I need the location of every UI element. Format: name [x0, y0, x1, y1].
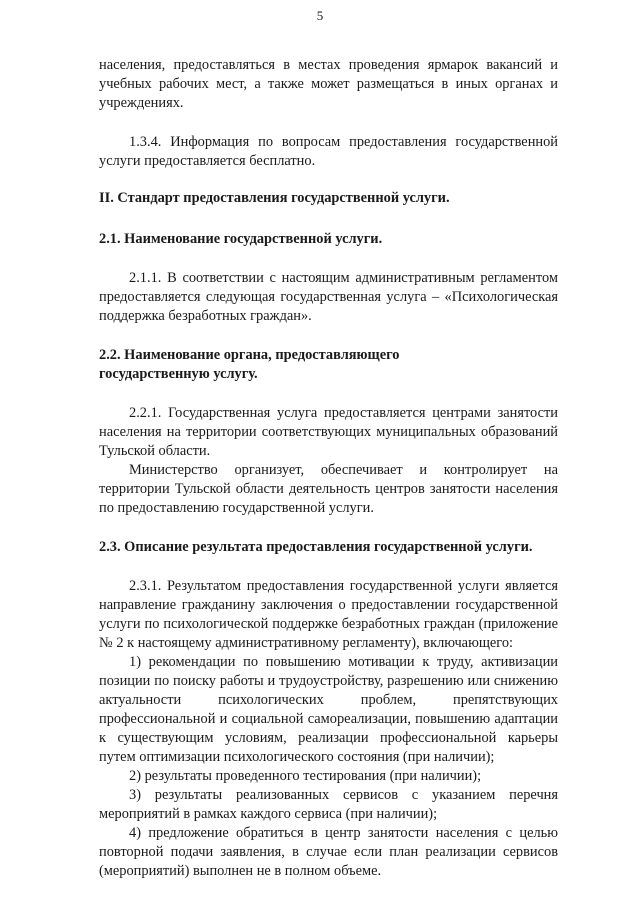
paragraph-ministry: Министерство организует, обеспечивает и контролирует на территории Тульской области деятельность центров занятости населения по предоставлению государственной услуги.: [99, 462, 558, 516]
list-item-2: 2) результаты проведенного тестирования (при наличии);: [129, 768, 482, 784]
list-item-3: 3) результаты реализованных сервисов с указанием перечня мероприятий в рамках каждого сервиса (при наличии);: [99, 787, 558, 822]
list-item-1: 1) рекомендации по повышению мотивации к труду, активизации позиции по поиску работы и трудоустройству, разрешению или снижению актуальности психологических проблем, препятствующих профессиональной и социальной самореализации, повышению адаптации к существующим условиям, реализации профессиональной карьеры путем оптимизации психологического состояния (при наличии);: [99, 654, 558, 765]
heading-2-3: 2.3. Описание результата предоставления государственной услуги.: [99, 539, 533, 555]
heading-2-2-line2: государственную услугу.: [99, 366, 258, 382]
document-body: [99, 56, 558, 881]
list-item-4: 4) предложение обратиться в центр занятости населения с целью повторной подачи заявления, в случае если план реализации сервисов (мероприятий) выполнен не в полном объеме.: [99, 825, 558, 879]
paragraph-intro-continuation: населения, предоставляться в местах проведения ярмарок вакансий и учебных рабочих мест, а также может размещаться в иных органах и учреждениях.: [99, 57, 558, 111]
page-number: 5: [316, 8, 324, 23]
paragraph-2-2-1: 2.2.1. Государственная услуга предоставляется центрами занятости населения на территории соответствующих муниципальных образований Тульской области.: [99, 405, 558, 459]
section-2-heading: II. Стандарт предоставления государственной услуги.: [99, 190, 450, 206]
paragraph-2-3-1: 2.3.1. Результатом предоставления государственной услуги является направление гражданину заключения о предоставлении государственной услуги по психологической поддержке безработных граждан (приложение № 2 к настоящему административному регламенту), включающего:: [99, 578, 558, 651]
heading-2-2-line1: 2.2. Наименование органа, предоставляющего: [99, 347, 400, 363]
paragraph-1-3-4: 1.3.4. Информация по вопросам предоставления государственной услуги предоставляется бесплатно.: [99, 134, 558, 169]
paragraph-2-1-1: 2.1.1. В соответствии с настоящим административным регламентом предоставляется следующая государственная услуга – «Психологическая поддержка безработных граждан».: [99, 270, 558, 324]
heading-2-1: 2.1. Наименование государственной услуги.: [99, 231, 383, 247]
